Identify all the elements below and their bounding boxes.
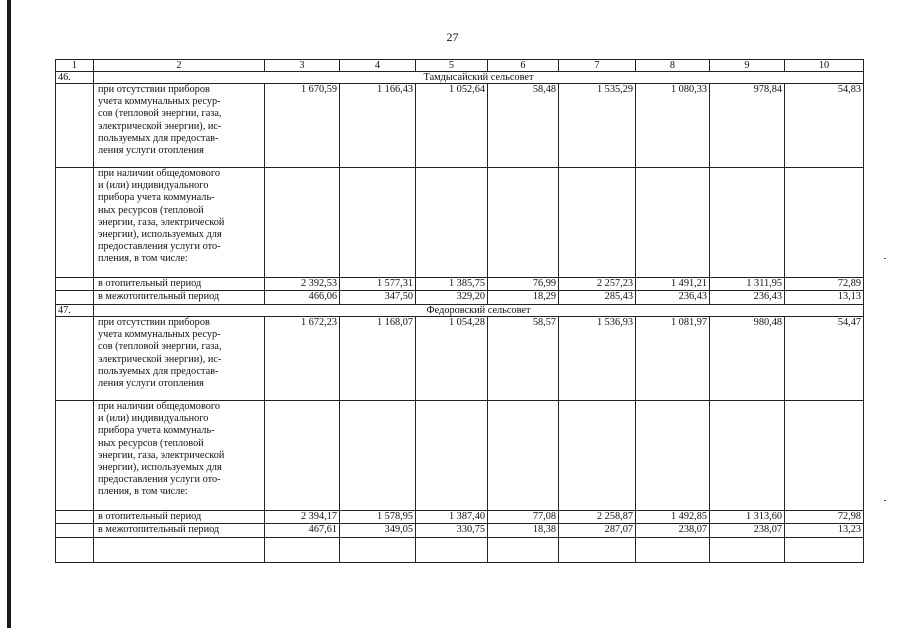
scan-speck	[884, 258, 886, 259]
value-cell: 1 535,29	[559, 84, 636, 168]
row-index-cell	[56, 84, 94, 168]
empty-cell	[785, 538, 864, 563]
value-cell: 18,38	[488, 524, 559, 538]
value-cell: 1 492,85	[636, 511, 710, 524]
table-row	[56, 317, 864, 401]
empty-cell	[636, 538, 710, 563]
value-cell	[265, 401, 340, 511]
empty-cell	[94, 538, 265, 563]
value-cell: 347,50	[340, 291, 416, 305]
table-row	[56, 168, 864, 278]
section-index: 46.	[56, 72, 94, 84]
empty-cell	[559, 538, 636, 563]
value-cell: 76,99	[488, 278, 559, 291]
value-cell: 1 166,43	[340, 84, 416, 168]
value-cell	[488, 168, 559, 278]
empty-cell	[56, 538, 94, 563]
column-header: 2	[94, 60, 265, 72]
value-cell: 1 387,40	[416, 511, 488, 524]
value-cell: 58,57	[488, 317, 559, 401]
value-cell	[488, 401, 559, 511]
value-cell: 466,06	[265, 291, 340, 305]
value-cell: 13,13	[785, 291, 864, 305]
value-cell: 18,29	[488, 291, 559, 305]
value-cell: 54,47	[785, 317, 864, 401]
table-row	[56, 278, 864, 291]
value-cell: 1 536,93	[559, 317, 636, 401]
row-label: в отопительный период	[94, 278, 265, 291]
section-title: Федоровский сельсовет	[94, 305, 864, 317]
value-cell: 980,48	[710, 317, 785, 401]
value-cell: 1 491,21	[636, 278, 710, 291]
row-index-cell	[56, 317, 94, 401]
empty-cell	[265, 538, 340, 563]
row-label: в межотопительный период	[94, 524, 265, 538]
value-cell	[340, 401, 416, 511]
value-cell: 2 257,23	[559, 278, 636, 291]
column-header: 6	[488, 60, 559, 72]
row-index-cell	[56, 511, 94, 524]
table-row	[56, 524, 864, 538]
column-header: 3	[265, 60, 340, 72]
value-cell: 236,43	[636, 291, 710, 305]
page-number: 27	[446, 30, 459, 44]
empty-cell	[340, 538, 416, 563]
row-index-cell	[56, 168, 94, 278]
value-cell	[340, 168, 416, 278]
empty-cell	[416, 538, 488, 563]
value-cell: 13,23	[785, 524, 864, 538]
value-cell: 467,61	[265, 524, 340, 538]
value-cell	[636, 168, 710, 278]
value-cell: 238,07	[710, 524, 785, 538]
column-header: 1	[56, 60, 94, 72]
column-header: 7	[559, 60, 636, 72]
row-label: при отсутствии приборов учета коммунальных ресур- сов (тепловой энергии, газа, электрической энергии), ис- пользуемых для предостав- ления услуги отопления	[94, 317, 265, 401]
value-cell	[710, 401, 785, 511]
page-binding-line	[7, 0, 11, 628]
row-label: при наличии общедомового и (или) индивидуального прибора учета коммуналь- ных ресурсов (тепловой энергии, газа, электрической энергии), используемых для предоставления услуги ото- пления, в том числе:	[94, 168, 265, 278]
value-cell: 1 672,23	[265, 317, 340, 401]
column-header: 9	[710, 60, 785, 72]
value-cell: 978,84	[710, 84, 785, 168]
value-cell: 54,83	[785, 84, 864, 168]
value-cell: 330,75	[416, 524, 488, 538]
column-header: 5	[416, 60, 488, 72]
section-title-row	[56, 305, 864, 317]
value-cell	[785, 168, 864, 278]
value-cell: 238,07	[636, 524, 710, 538]
value-cell: 1 578,95	[340, 511, 416, 524]
value-cell: 236,43	[710, 291, 785, 305]
value-cell: 1 081,97	[636, 317, 710, 401]
column-header: 10	[785, 60, 864, 72]
section-title: Тамдысайский сельсовет	[94, 72, 864, 84]
empty-cell	[710, 538, 785, 563]
value-cell: 2 392,53	[265, 278, 340, 291]
value-cell: 2 394,17	[265, 511, 340, 524]
row-index-cell	[56, 278, 94, 291]
value-cell: 1 670,59	[265, 84, 340, 168]
value-cell	[785, 401, 864, 511]
table-row	[56, 401, 864, 511]
value-cell: 1 054,28	[416, 317, 488, 401]
value-cell: 1 311,95	[710, 278, 785, 291]
table-row	[56, 511, 864, 524]
column-number-row	[56, 60, 864, 72]
value-cell: 2 258,87	[559, 511, 636, 524]
value-cell: 285,43	[559, 291, 636, 305]
value-cell	[416, 401, 488, 511]
value-cell: 58,48	[488, 84, 559, 168]
value-cell	[559, 168, 636, 278]
table-row	[56, 291, 864, 305]
value-cell	[416, 168, 488, 278]
section-index: 47.	[56, 305, 94, 317]
value-cell	[559, 401, 636, 511]
tariff-table	[55, 59, 864, 563]
row-label: при отсутствии приборов учета коммунальных ресур- сов (тепловой энергии, газа, электрической энергии), ис- пользуемых для предостав- ления услуги отопления	[94, 84, 265, 168]
column-header: 4	[340, 60, 416, 72]
row-index-cell	[56, 291, 94, 305]
row-label: в отопительный период	[94, 511, 265, 524]
empty-cell	[488, 538, 559, 563]
value-cell: 287,07	[559, 524, 636, 538]
row-label: в межотопительный период	[94, 291, 265, 305]
section-title-row	[56, 72, 864, 84]
value-cell: 1 577,31	[340, 278, 416, 291]
value-cell: 329,20	[416, 291, 488, 305]
column-header: 8	[636, 60, 710, 72]
row-index-cell	[56, 401, 94, 511]
value-cell	[710, 168, 785, 278]
value-cell: 1 385,75	[416, 278, 488, 291]
value-cell: 77,08	[488, 511, 559, 524]
value-cell: 349,05	[340, 524, 416, 538]
empty-row	[56, 538, 864, 563]
value-cell: 72,98	[785, 511, 864, 524]
value-cell	[636, 401, 710, 511]
value-cell: 1 080,33	[636, 84, 710, 168]
row-index-cell	[56, 524, 94, 538]
table-row	[56, 84, 864, 168]
value-cell: 1 313,60	[710, 511, 785, 524]
value-cell: 1 052,64	[416, 84, 488, 168]
value-cell	[265, 168, 340, 278]
value-cell: 72,89	[785, 278, 864, 291]
value-cell: 1 168,07	[340, 317, 416, 401]
row-label: при наличии общедомового и (или) индивидуального прибора учета коммуналь- ных ресурсов (тепловой энергии, газа, электрической энергии), используемых для предоставления услуги ото- пления, в том числе:	[94, 401, 265, 511]
scan-speck	[884, 500, 886, 501]
